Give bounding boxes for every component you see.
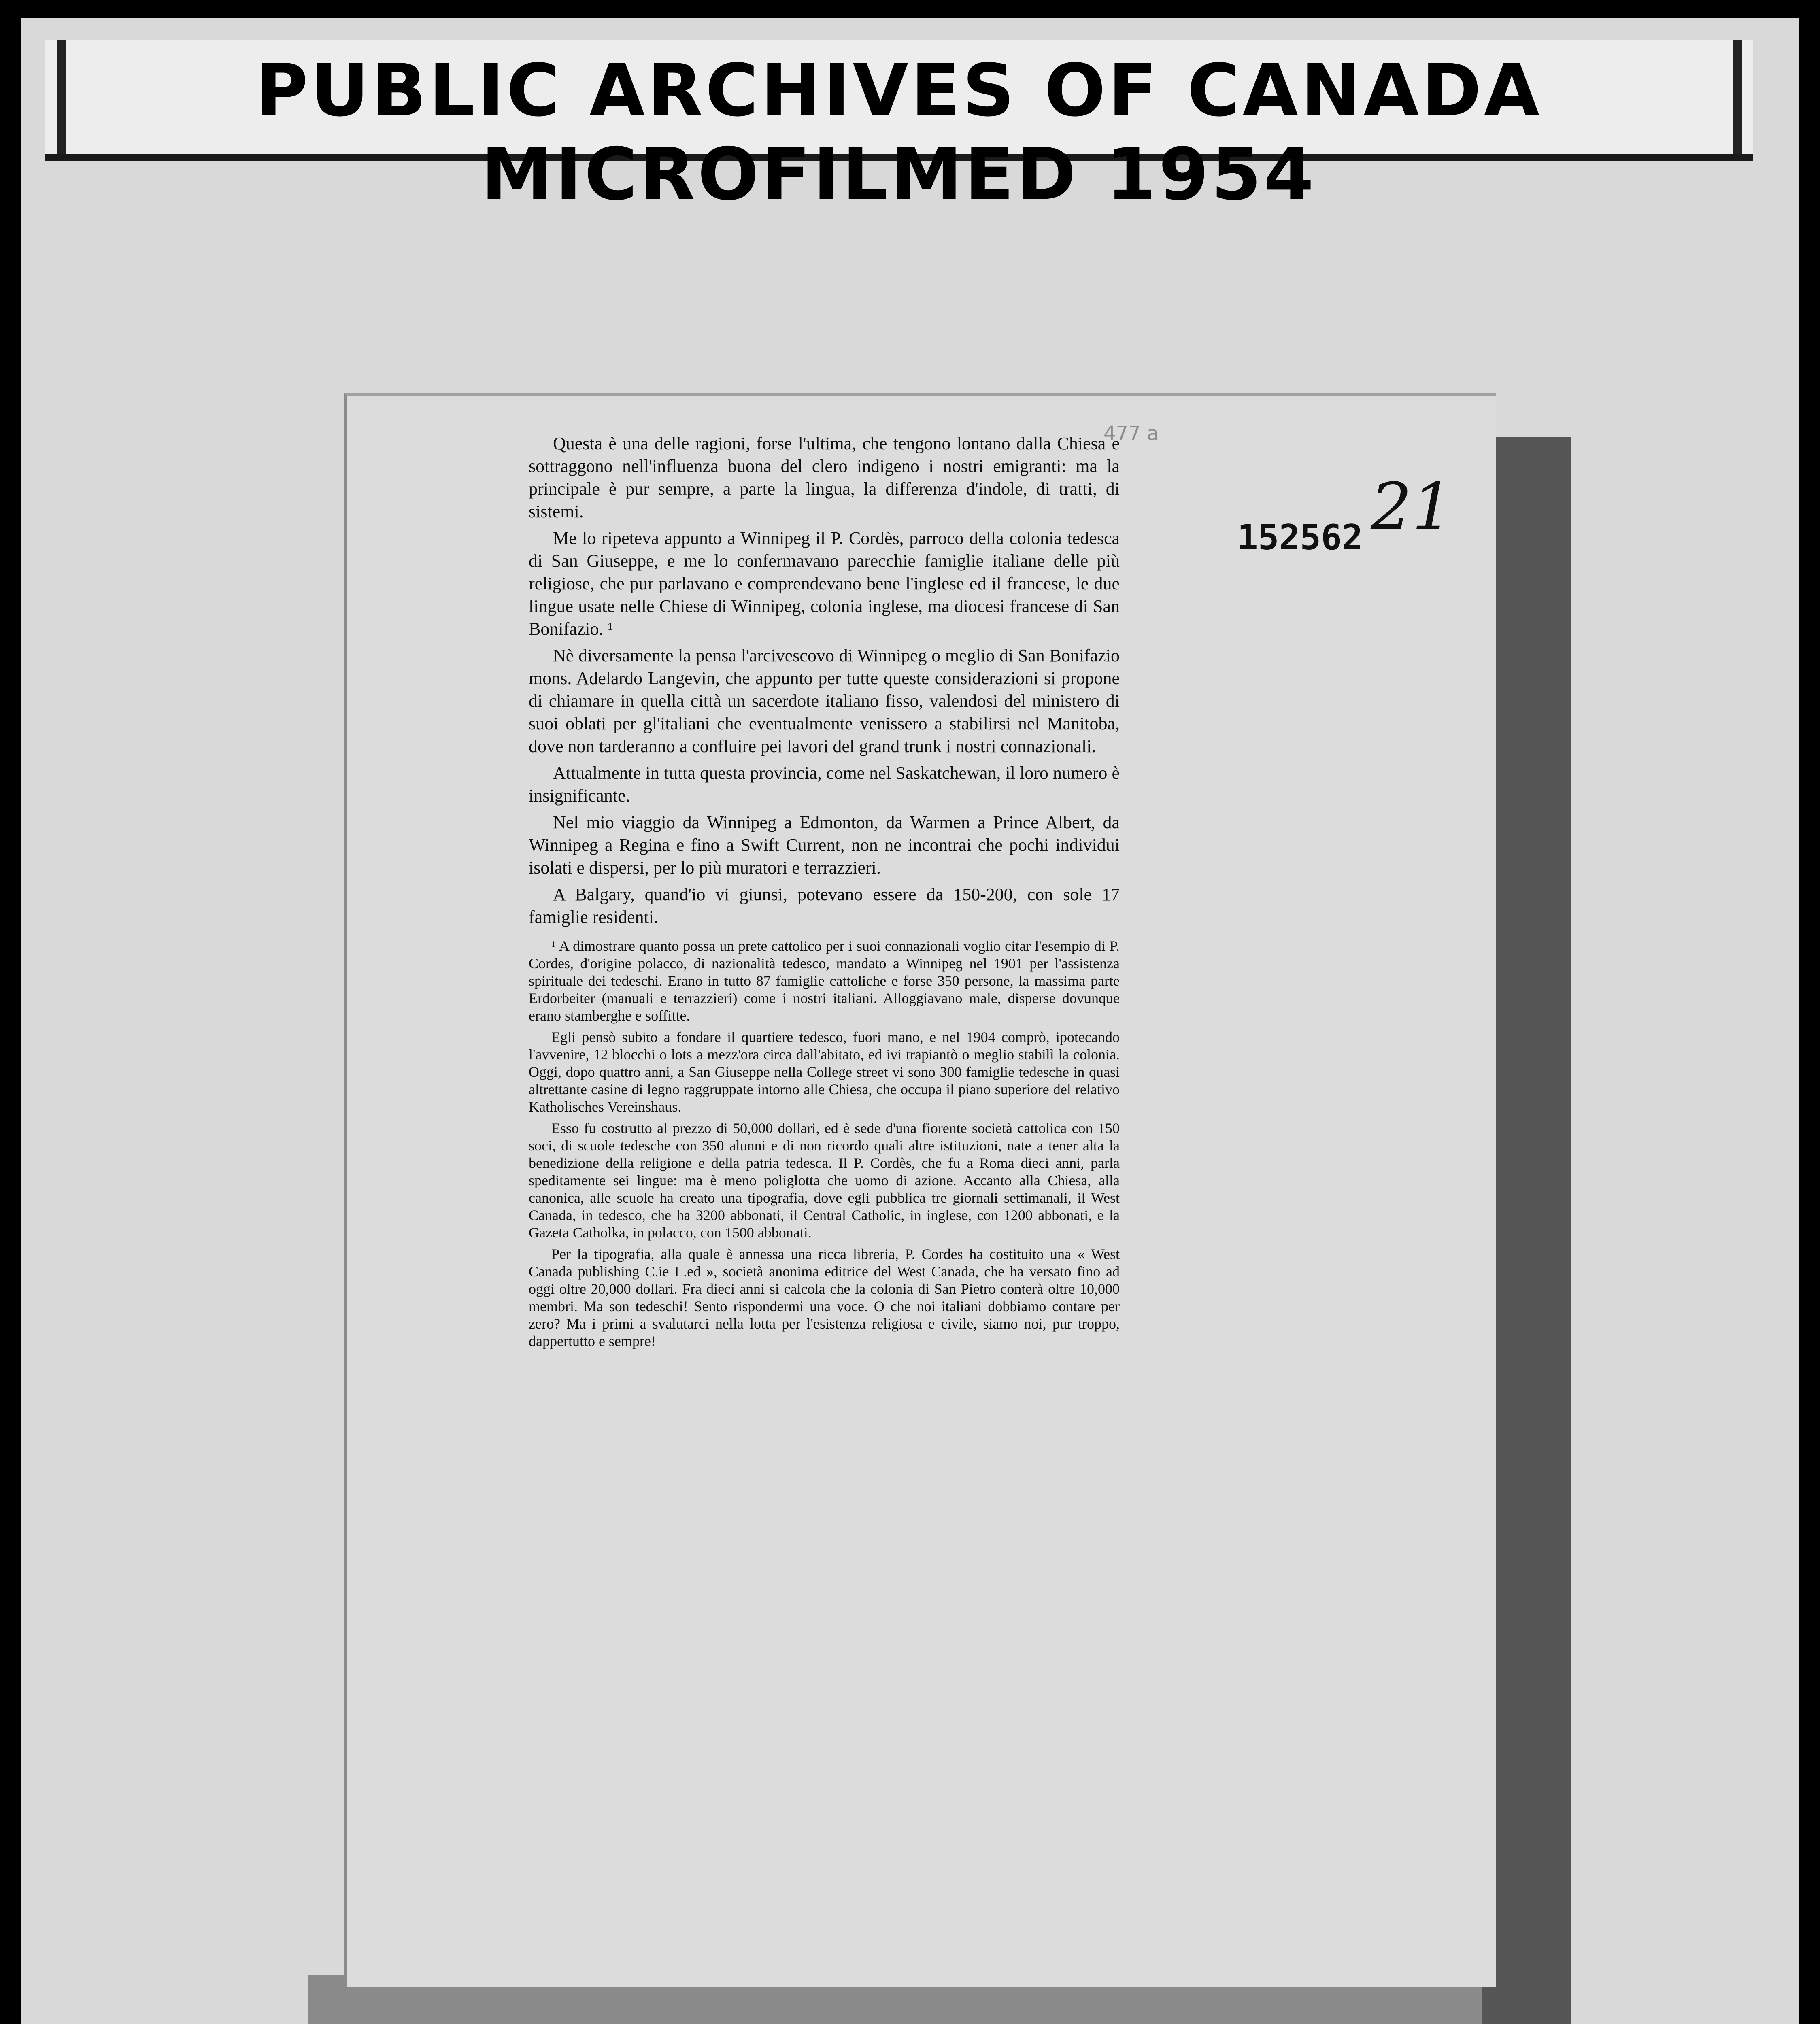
body-paragraph: Me lo ripeteva appunto a Winnipeg il P. Cordès, parroco della colonia tedesca di San Giuseppe, e me lo confermavano parecchie famiglie italiane delle più religiose, che pur parlavano e comprendevano bene l'inglese ed il francese, le due lingue usate nelle Chiese di Winnipeg, colonia inglese, ma diocesi francese di San Bonifazio. ¹ bbox=[529, 528, 1120, 639]
archive-banner-title: PUBLIC ARCHIVES OF CANADA MICROFILMED 1954 bbox=[255, 49, 1542, 216]
footnote-paragraph: ¹ A dimostrare quanto possa un prete cattolico per i suoi connazionali voglio citar l'esempio di P. Cordes, d'origine polacco, di nazionalità tedesco, mandato a Winnipeg nel 1901 per l'assistenza spirituale dei tedeschi. Erano in tutto 87 famiglie cattoliche e forse 350 persone, la massima parte Erdorbeiter (manuali e terrazzieri) come i nostri italiani. Alloggiavano male, disperse dovunque erano stamberghe e soffitte. bbox=[529, 938, 1120, 1024]
footnotes bbox=[529, 938, 1120, 1350]
archive-banner bbox=[45, 40, 1753, 216]
body-paragraph: Nè diversamente la pensa l'arcivescovo di Winnipeg o meglio di San Bonifazio mons. Adelardo Langevin, che appunto per tutte queste considerazioni si propone di chiamare in quella città un sacerdote italiano fisso, valendosi del ministero di suoi oblati per gl'italiani che eventualmente venissero a stabilirsi nel Manitoba, dove non tarderanno a confluire pei lavori del grand trunk i nostri connazionali. bbox=[529, 646, 1120, 756]
folio-number: 152562 bbox=[1237, 517, 1363, 558]
footnote-paragraph: Per la tipografia, alla quale è annessa una ricca libreria, P. Cordes ha costituito una « West Canada publishing C.ie L.ed », società anonima editrice del West Canada, che ha versato fino ad oggi oltre 20,000 dollari. Fra dieci anni si calcola che la colonia di San Pietro conterà oltre 10,000 membri. Ma son tedeschi! Sento rispondermi una voce. O che noi italiani dobbiamo contare per zero? Ma i primi a svalutarci nella lotta per l'esistenza religiosa e civile, siamo noi, pur troppo, dappertutto e sempre! bbox=[529, 1246, 1120, 1349]
text-column bbox=[529, 432, 1120, 1350]
body-paragraph: Questa è una delle ragioni, forse l'ultima, che tengono lontano dalla Chiesa e sottraggono nell'influenza buona del clero indigeno i nostri emigranti: ma la principale è pur sempre, a parte la lingua, la differenza d'indole, di tratti, di sistemi. bbox=[529, 434, 1120, 521]
footnote-paragraph: Esso fu costrutto al prezzo di 50,000 dollari, ed è sede d'una fiorente società cattolica con 150 soci, di scuole tedesche con 350 alunni e di non ricordo quali altre istituzioni, nate a tener alta la benedizione della religione e della patria tedesca. Il P. Cordès, che fu a Roma dieci anni, parla speditamente sei lingue: ma è meno poliglotta che uomo di azione. Accanto alla Chiesa, alla canonica, alle scuole ha creato una tipografia, dove egli pubblica tre giornali settimanali, il West Canada, in tedesco, che ha 3200 abbonati, il Central Catholic, in inglese, con 1200 abbonati, e la Gazeta Catholka, in polacco, con 1500 abbonati. bbox=[529, 1120, 1120, 1241]
document-page bbox=[344, 393, 1496, 1987]
pencil-mark: 477 a bbox=[1103, 422, 1159, 445]
footnote-paragraph: Egli pensò subito a fondare il quartiere tedesco, fuori mano, e nel 1904 comprò, ipotecando l'avvenire, 12 blocchi o lots a mezz'ora circa dall'abitato, ed ivi trapiantò o meglio stabilì la colonia. Oggi, dopo quattro anni, a San Giuseppe nella College street vi sono 300 famiglie tedesche in quasi altrettante casine di legno raggruppate intorno alle Chiesa, che occupa il piano superiore del relativo Katholisches Vereinshaus. bbox=[529, 1029, 1120, 1115]
body-paragraph: Nel mio viaggio da Winnipeg a Edmonton, da Warmen a Prince Albert, da Winnipeg a Regina e fino a Swift Current, non ne incontrai che pochi individui isolati e dispersi, per lo più muratori e terrazzieri. bbox=[529, 812, 1120, 878]
body-paragraph: Attualmente in tutta questa provincia, come nel Saskatchewan, il loro numero è insignificante. bbox=[529, 763, 1120, 806]
handwritten-page-number: 21 bbox=[1371, 469, 1453, 544]
body-paragraph: A Balgary, quand'io vi giunsi, potevano essere da 150-200, con sole 17 famiglie residenti. bbox=[529, 884, 1120, 927]
